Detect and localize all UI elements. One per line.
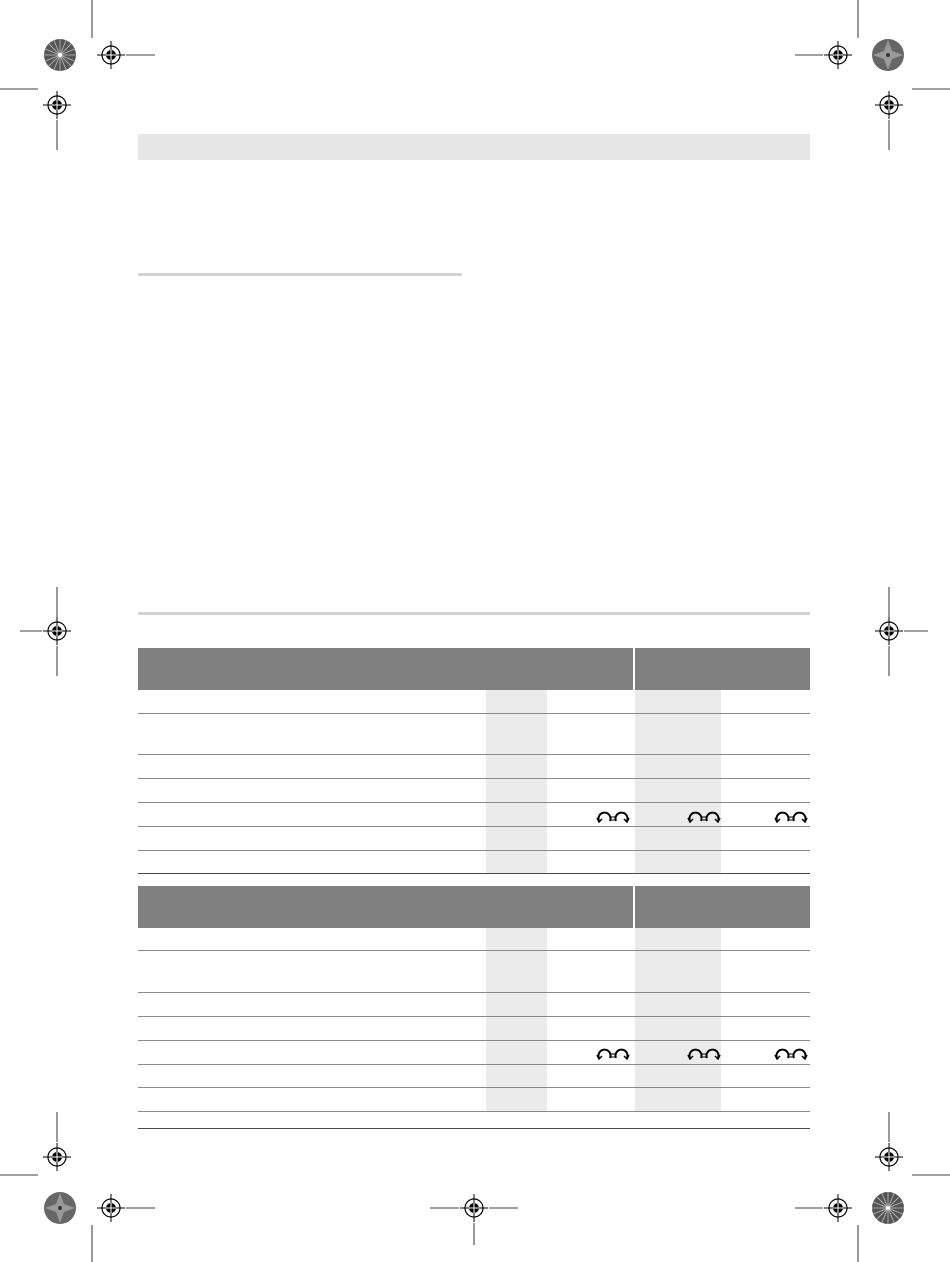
rotation-direction-icon <box>687 1046 721 1060</box>
row-divider <box>138 850 810 851</box>
shaded-column-a <box>486 690 547 874</box>
registration-mark-top-left-a <box>97 41 125 69</box>
table-bottom-rule <box>138 873 810 874</box>
registration-mark-top-right-b <box>875 91 903 119</box>
registration-mark-mid-left <box>43 617 71 645</box>
rotation-direction-icon <box>774 809 808 823</box>
table-header-main <box>138 648 633 690</box>
registration-mark-bottom-right-b <box>824 1194 852 1222</box>
registration-mark-top-left-b <box>43 91 71 119</box>
page-header-band <box>138 134 810 160</box>
shaded-column-a <box>486 928 547 1111</box>
row-divider <box>138 802 810 803</box>
registration-mark-bottom-left-b <box>97 1194 125 1222</box>
rotation-direction-icon <box>774 1046 808 1060</box>
registration-mark-bottom-center <box>460 1194 488 1222</box>
row-divider <box>138 826 810 827</box>
rotation-direction-icon <box>596 1046 630 1060</box>
table-bottom-rule <box>138 1128 810 1129</box>
spec-table-2 <box>138 886 810 1130</box>
short-section-rule <box>138 273 462 276</box>
row-divider <box>138 1016 810 1017</box>
row-divider <box>138 950 810 951</box>
row-divider <box>138 754 810 755</box>
registration-mark-bottom-left-a <box>43 1143 71 1171</box>
registration-mark-bottom-right-a <box>875 1143 903 1171</box>
row-divider <box>138 1064 810 1065</box>
registration-mark-top-right-a <box>824 41 852 69</box>
row-divider <box>138 778 810 779</box>
rotation-direction-icon <box>596 809 630 823</box>
row-divider <box>138 992 810 993</box>
row-divider <box>138 713 810 714</box>
shaded-column-b <box>635 690 721 874</box>
compass-mark-top-right <box>872 39 904 71</box>
table-header-right <box>635 886 810 928</box>
registration-mark-mid-right <box>875 617 903 645</box>
shaded-column-b <box>635 928 721 1111</box>
spec-table-1 <box>138 648 810 874</box>
rotation-direction-icon <box>687 809 721 823</box>
row-divider <box>138 1087 810 1088</box>
starburst-mark-bottom-right <box>872 1192 904 1224</box>
table-header-main <box>138 886 633 928</box>
compass-mark-bottom-left <box>44 1192 76 1224</box>
row-divider <box>138 1040 810 1041</box>
starburst-mark-top-left <box>44 39 76 71</box>
section-rule <box>138 612 810 615</box>
table-header-right <box>635 648 810 690</box>
row-divider <box>138 1111 810 1112</box>
